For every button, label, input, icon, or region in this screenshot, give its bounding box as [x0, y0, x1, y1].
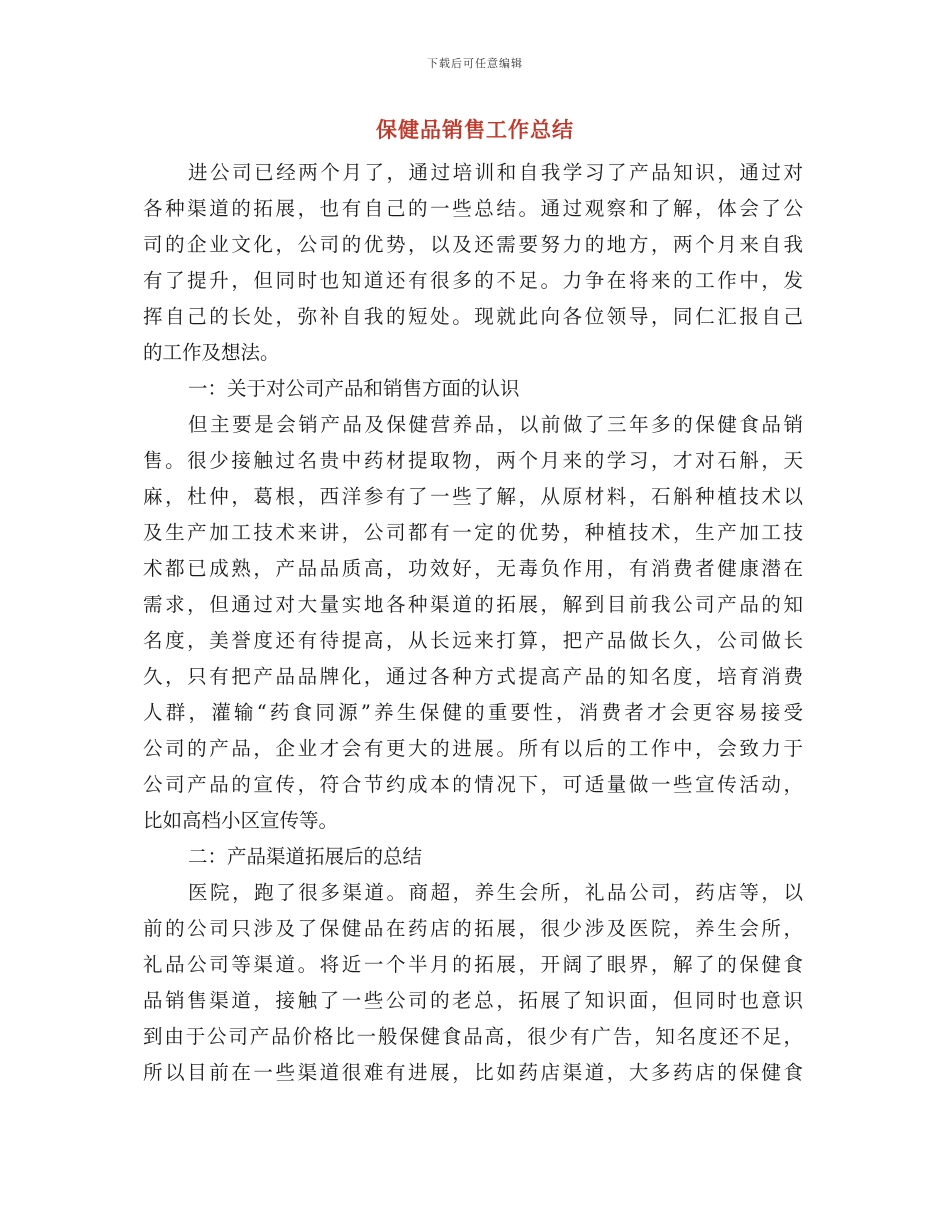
document-title: 保健品销售工作总结 [376, 117, 574, 142]
body-line: 有了提升，但同时也知道还有很多的不足。力争在将来的工作中，发 [143, 269, 803, 292]
body-line: 到由于公司产品价格比一般保健食品高，很少有广告，知名度还不足， [143, 1025, 803, 1048]
body-line: 一：关于对公司产品和销售方面的认识 [188, 377, 520, 400]
body-line: 进公司已经两个月了，通过培训和自我学习了产品知识，通过对 [188, 161, 803, 184]
body-line: 的工作及想法。 [143, 341, 280, 364]
body-line: 各种渠道的拓展，也有自己的一些总结。通过观察和了解，体会了公 [143, 197, 803, 220]
body-line: 但主要是会销产品及保健营养品，以前做了三年多的保健食品销 [188, 413, 803, 436]
body-line: 医院，跑了很多渠道。商超，养生会所，礼品公司，药店等，以 [188, 881, 803, 904]
body-line: 品销售渠道，接触了一些公司的老总，拓展了知识面，但同时也意识 [143, 989, 803, 1012]
body-line: 人群，灌输“药食同源”养生保健的重要性，消费者才会更容易接受 [143, 701, 803, 724]
body-line: 名度，美誉度还有待提高，从长远来打算，把产品做长久，公司做长 [143, 629, 803, 652]
body-line: 公司的产品，企业才会有更大的进展。所有以后的工作中，会致力于 [143, 737, 803, 760]
body-line: 二：产品渠道拓展后的总结 [188, 845, 423, 868]
body-line: 礼品公司等渠道。将近一个半月的拓展，开阔了眼界，解了的保健食 [143, 953, 803, 976]
body-line: 久，只有把产品品牌化，通过各种方式提高产品的知名度，培育消费 [143, 665, 803, 688]
body-line: 术都已成熟，产品品质高，功效好，无毒负作用，有消费者健康潜在 [143, 557, 803, 580]
body-line: 司的企业文化，公司的优势，以及还需要努力的地方，两个月来自我 [143, 233, 803, 256]
document-body [143, 155, 803, 1091]
body-line: 及生产加工技术来讲，公司都有一定的优势，种植技术，生产加工技 [143, 521, 803, 544]
body-line: 公司产品的宣传，符合节约成本的情况下，可适量做一些宣传活动， [143, 773, 803, 796]
body-line: 所以目前在一些渠道很难有进展，比如药店渠道，大多药店的保健食 [143, 1061, 803, 1084]
body-line: 麻，杜仲，葛根，西洋参有了一些了解，从原材料，石斛种植技术以 [143, 485, 803, 508]
body-line: 比如高档小区宣传等。 [143, 809, 339, 832]
body-line: 挥自己的长处，弥补自我的短处。现就此向各位领导，同仁汇报自己 [143, 305, 803, 328]
body-line: 前的公司只涉及了保健品在药店的拓展，很少涉及医院，养生会所， [143, 917, 803, 940]
header-note: 下载后可任意编辑 [427, 57, 523, 70]
body-line: 售。很少接触过名贵中药材提取物，两个月来的学习，才对石斛，天 [143, 449, 803, 472]
body-line: 需求，但通过对大量实地各种渠道的拓展，解到目前我公司产品的知 [143, 593, 803, 616]
